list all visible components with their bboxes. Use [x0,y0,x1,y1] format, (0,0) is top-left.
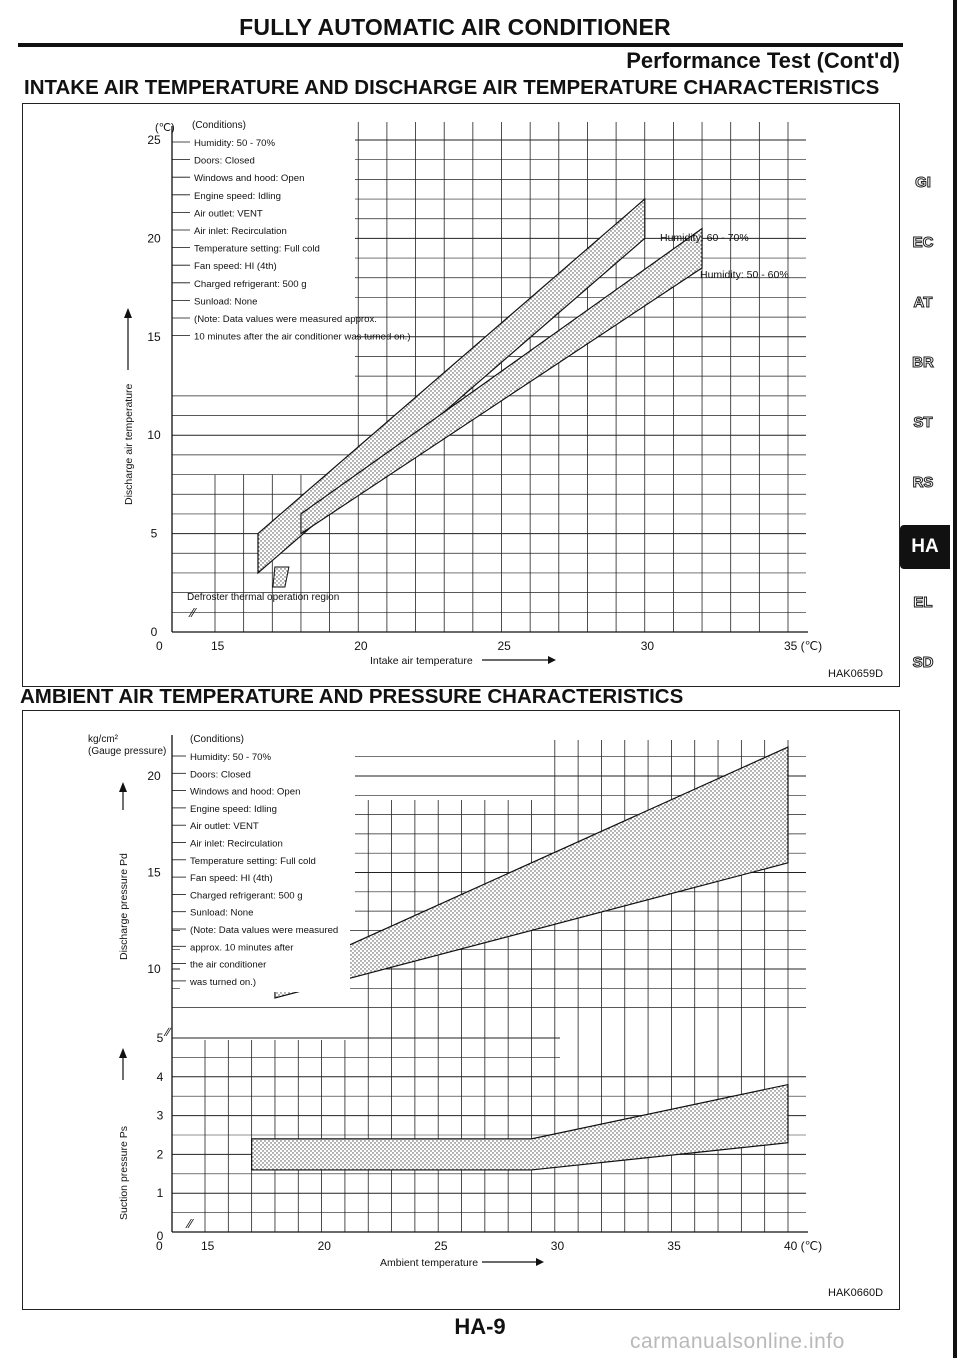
x-tick-label: 0 [156,1239,163,1253]
condition-line: Windows and hood: Open [190,786,301,798]
page-edge-bar [953,0,957,1358]
band-label-humidity-high: Humidity: 60 - 70% [660,232,749,244]
condition-line: Sunload: None [190,907,254,919]
condition-line: was turned on.) [190,976,257,988]
x-tick-label: 30 [640,639,655,653]
x-axis-arrow-head [536,1258,544,1266]
condition-line: Humidity: 50 - 70% [190,752,272,763]
figure-code: HAK0659D [828,668,884,680]
x-axis-label: Intake air temperature [370,655,473,667]
axis-break-mark-y: ∕∕ [166,1025,171,1039]
condition-line: (Note: Data values were measured approx. [194,314,377,325]
y-unit-note: (Gauge pressure) [88,746,167,757]
y-tick-label-top: 15 [147,865,161,880]
side-tab-gi[interactable]: GI [915,174,931,191]
side-tab-rs[interactable]: RS [912,474,934,491]
y-unit-label: (℃) [155,122,175,134]
condition-line: (Note: Data values were measured [190,925,339,936]
condition-line: the air conditioner [190,959,267,971]
x-axis-label: Ambient temperature [380,1257,479,1269]
page-number: HA-9 [454,1314,506,1339]
y-axis-label-top: Discharge pressure Pd [118,853,130,960]
side-tab-sd[interactable]: SD [912,654,934,671]
x-tick-label: 30 [550,1239,565,1253]
condition-line: 10 minutes after the air conditioner was turned on.) [194,331,411,343]
side-tab-at[interactable]: AT [913,294,933,311]
y-tick-label-top: 10 [147,962,161,976]
condition-line: Windows and hood: Open [194,173,305,185]
condition-line: Doors: Closed [190,769,251,781]
x-tick-label: 35 (℃) [784,639,823,653]
x-tick-label: 25 [497,639,511,653]
condition-line: Engine speed: Idling [194,190,281,202]
side-tab-ec[interactable]: EC [912,234,934,251]
y-arrow-top-head [119,782,127,792]
band-label-humidity-low: Humidity: 50 - 60% [700,269,789,281]
condition-line: Air outlet: VENT [190,821,259,833]
y-tick-label-bottom: 2 [156,1147,164,1162]
x-tick-label: 40 (℃) [784,1239,823,1253]
x-tick-label: 0 [156,639,163,653]
y-tick-label: 10 [147,428,161,443]
y-tick-label-bottom: 3 [156,1108,164,1123]
x-tick-label: 20 [354,639,368,653]
page-title: FULLY AUTOMATIC AIR CONDITIONER [239,14,671,40]
y-tick-label: 15 [147,329,161,344]
y-tick-label-bottom: 5 [156,1031,164,1045]
y-unit-label: kg/cm² [88,734,118,745]
y-tick-label: 20 [147,231,161,246]
section-heading-intake: INTAKE AIR TEMPERATURE AND DISCHARGE AIR TEMPERATURE CHARACTERISTICS [24,76,880,99]
condition-line: Temperature setting: Full cold [194,243,320,255]
x-tick-label: 20 [317,1239,331,1253]
page-subtitle: Performance Test (Cont'd) [626,48,900,73]
side-tab-el[interactable]: EL [913,594,933,611]
y-arrow-bottom-head [119,1048,127,1058]
watermark: carmanualsonline.info [630,1330,845,1353]
condition-line: Air outlet: VENT [194,208,263,220]
y-tick-label-bottom: 1 [156,1186,164,1201]
y-tick-label: 0 [150,625,158,639]
defroster-label: Defroster thermal operation region [187,592,340,603]
condition-line: Charged refrigerant: 500 g [190,890,303,902]
section-heading-ambient: AMBIENT AIR TEMPERATURE AND PRESSURE CHARACTERISTICS [20,685,684,708]
condition-line: Humidity: 50 - 70% [194,138,276,149]
condition-line: Charged refrigerant: 500 g [194,278,307,290]
figure-code: HAK0660D [828,1287,884,1299]
x-tick-label: 15 [211,639,225,653]
condition-line: Air inlet: Recirculation [194,226,287,237]
y-axis-label: Discharge air temperature [123,383,135,505]
y-tick-label: 5 [150,526,158,541]
side-tab-ha[interactable]: HA [900,525,950,569]
condition-line: Doors: Closed [194,155,255,167]
y-tick-label-top: 20 [147,769,161,783]
conditions-title: (Conditions) [192,120,246,131]
condition-line: Engine speed: Idling [190,803,277,815]
condition-line: Temperature setting: Full cold [190,855,316,867]
x-tick-label: 25 [434,1239,448,1253]
side-tab-br[interactable]: BR [912,354,934,371]
condition-line: approx. 10 minutes after [190,942,294,954]
y-tick-label-bottom: 0 [156,1229,164,1243]
side-tab-st[interactable]: ST [913,414,933,431]
condition-line: Fan speed: HI (4th) [190,873,273,885]
y-tick-label: 25 [147,133,161,147]
condition-line: Air inlet: Recirculation [190,838,283,850]
condition-line: Fan speed: HI (4th) [194,261,277,273]
y-axis-label-bottom: Suction pressure Ps [118,1126,130,1220]
band-1 [252,1085,788,1170]
y-tick-label-bottom: 4 [156,1069,164,1084]
condition-line: Sunload: None [194,296,258,308]
axis-break-mark: ∕∕ [191,605,196,620]
conditions-title: (Conditions) [190,734,244,745]
x-tick-label: 35 [667,1239,681,1253]
axis-break-mark-x: ∕∕ [188,1216,193,1231]
x-tick-label: 15 [201,1239,215,1253]
